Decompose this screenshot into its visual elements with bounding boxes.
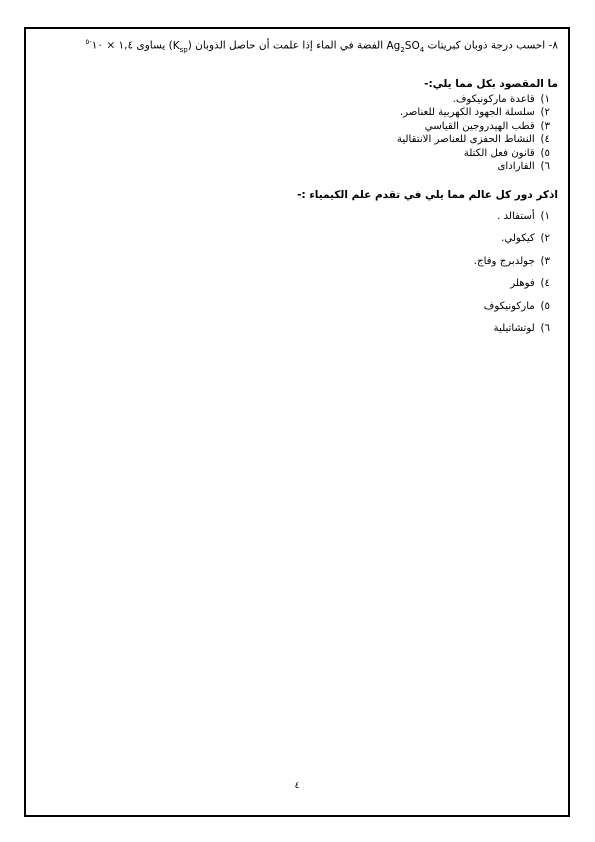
ksp-symbol <box>173 40 188 52</box>
item-text: قطب الهيدروجين القياسي <box>424 120 535 132</box>
item-number: ٢) <box>540 107 550 119</box>
formula-so-subscript: 4 <box>419 45 425 54</box>
section-2-heading: اذكر دور كل عالم مما يلي في تقدم علم الكيمياء :- <box>297 188 558 201</box>
item-text: ماركونيكوف <box>483 300 535 312</box>
page-border <box>24 27 570 817</box>
item-text: الفاراداى <box>497 161 535 173</box>
item-number: ٦) <box>540 323 550 335</box>
scientists-list <box>38 206 558 341</box>
item-number: ١) <box>540 93 550 105</box>
question-8-middle: الفضة في الماء إذا علمت أن حاصل الذوبان ( <box>187 39 387 52</box>
question-8-exponent: -٥ <box>85 38 92 46</box>
definitions-list <box>38 93 558 174</box>
list-item <box>38 228 550 251</box>
question-8-prefix: ٨- احسب درجة ذوبان كبريتات <box>424 39 558 52</box>
item-number: ٣) <box>540 255 550 267</box>
item-number: ٢) <box>540 233 550 245</box>
item-text: سلسلة الجهود الكهربية للعناصر. <box>399 107 535 119</box>
question-8 <box>38 35 558 58</box>
item-text: أستفالد . <box>497 210 535 222</box>
item-text: كيكولي. <box>501 233 535 245</box>
item-number: ٤) <box>540 134 550 146</box>
list-item <box>38 206 550 229</box>
item-text: قاعدة ماركونيكوف. <box>452 93 535 105</box>
item-number: ٦) <box>540 161 550 173</box>
page-content <box>38 35 558 341</box>
list-item <box>38 120 550 134</box>
section-1-heading: ما المقصود بكل مما يلي:- <box>424 77 558 90</box>
list-item <box>38 296 550 319</box>
ksp-subscript: sp <box>179 45 188 54</box>
list-item <box>38 273 550 296</box>
list-item <box>38 133 550 147</box>
formula-ag: Ag <box>386 39 401 52</box>
list-item <box>38 93 550 107</box>
question-8-suffix: ) يساوى ١,٤ × ١٠ <box>91 39 173 52</box>
item-text: النشاط الحفزى للعناصر الانتقالية <box>396 134 535 146</box>
item-text: لوتشاتيلية <box>493 323 535 335</box>
formula-so: SO <box>404 39 420 52</box>
list-item <box>38 160 550 174</box>
list-item <box>38 147 550 161</box>
formula-ag-subscript: 2 <box>400 45 405 54</box>
list-item <box>38 251 550 274</box>
list-item <box>38 318 550 341</box>
item-text: فوهلر <box>510 278 535 290</box>
item-number: ١) <box>540 210 550 222</box>
item-number: ٣) <box>540 120 550 132</box>
item-text: قانون فعل الكتلة <box>463 147 535 159</box>
list-item <box>38 106 550 120</box>
item-text: جولدبرج وفاج. <box>473 255 535 267</box>
item-number: ٥) <box>540 147 550 159</box>
silver-sulfate-formula <box>386 40 424 52</box>
item-number: ٤) <box>540 278 550 290</box>
page-number: ٤ <box>294 781 300 791</box>
ksp-k: K <box>172 39 180 52</box>
item-number: ٥) <box>540 300 550 312</box>
